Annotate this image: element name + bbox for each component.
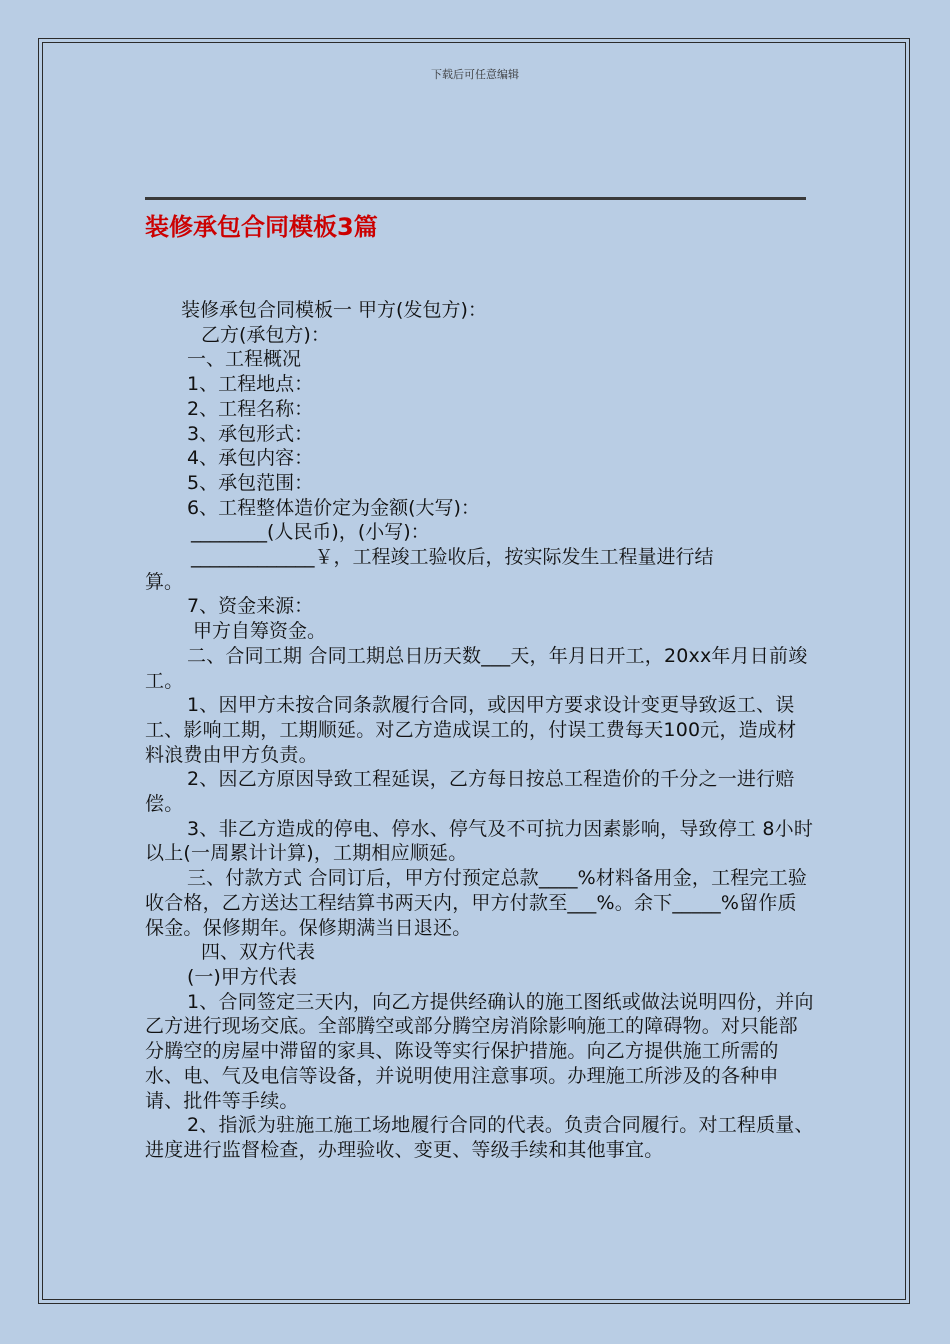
paragraph: 算。 (145, 570, 184, 593)
paragraph: ________(人民币)，(小写)： (191, 521, 430, 544)
paragraph: 一、工程概况 (187, 348, 302, 371)
paragraph: 2、工程名称： (187, 397, 314, 420)
paragraph: 4、承包内容： (187, 447, 314, 470)
paragraph: 1、合同签定三天内，向乙方提供经确认的施工图纸或做法说明四份，并向乙方进行现场交底。全部腾空或部分腾空房消除影响施工的障碍物。对只能部分腾空的房屋中滞留的家具、陈设等实行保护措施。向乙方提供施工所需的水、电、气及电信等设备，并说明使用注意事项。办理施工所涉及的各种申请、批件等手续。 (145, 990, 814, 1112)
title-rule (145, 197, 806, 200)
paragraph: 7、资金来源： (187, 595, 314, 618)
paragraph: 四、双方代表 (201, 941, 316, 964)
paragraph: 二、合同工期 合同工期总日历天数___天，年月日开工，20xx年月日前竣工。 (145, 644, 808, 692)
paragraph: 1、工程地点： (187, 373, 314, 396)
paragraph: 6、工程整体造价定为金额(大写)： (187, 496, 480, 519)
paragraph: 装修承包合同模板一 甲方(发包方)： (181, 299, 487, 321)
header-note: 下载后可任意编辑 (431, 68, 519, 81)
paragraph: 5、承包范围： (187, 471, 314, 494)
paragraph: 2、指派为驻施工施工场地履行合同的代表。负责合同履行。对工程质量、进度进行监督检查，办理验收、变更、等级手续和其他事宜。 (145, 1114, 814, 1161)
paragraph: 甲方自筹资金。 (193, 620, 327, 643)
paragraph: _____________￥，工程竣工验收后，按实际发生工程量进行结 (191, 546, 714, 569)
paragraph: 三、付款方式 合同订后，甲方付预定总款____%材料备用金，工程完工验收合格，乙方送达工程结算书两天内，甲方付款至___%。余下_____%留作质保金。保修期年。保修期满当日退还。 (145, 867, 808, 939)
document-body (145, 298, 815, 1163)
paragraph: 乙方(承包方)： (201, 323, 330, 346)
paragraph: (一)甲方代表 (187, 965, 297, 988)
document-title: 装修承包合同模板3篇 (145, 213, 378, 241)
paragraph: 3、非乙方造成的停电、停水、停气及不可抗力因素影响，导致停工 8小时以上(一周累计计算)，工期相应顺延。 (145, 817, 814, 865)
paragraph: 1、因甲方未按合同条款履行合同，或因甲方要求设计变更导致返工、误工、影响工期，工期顺延。对乙方造成误工的，付误工费每天100元，造成材料浪费由甲方负责。 (145, 694, 797, 766)
paragraph: 2、因乙方原因导致工程延误，乙方每日按总工程造价的千分之一进行赔偿。 (145, 768, 795, 816)
paragraph: 3、承包形式： (187, 422, 314, 445)
